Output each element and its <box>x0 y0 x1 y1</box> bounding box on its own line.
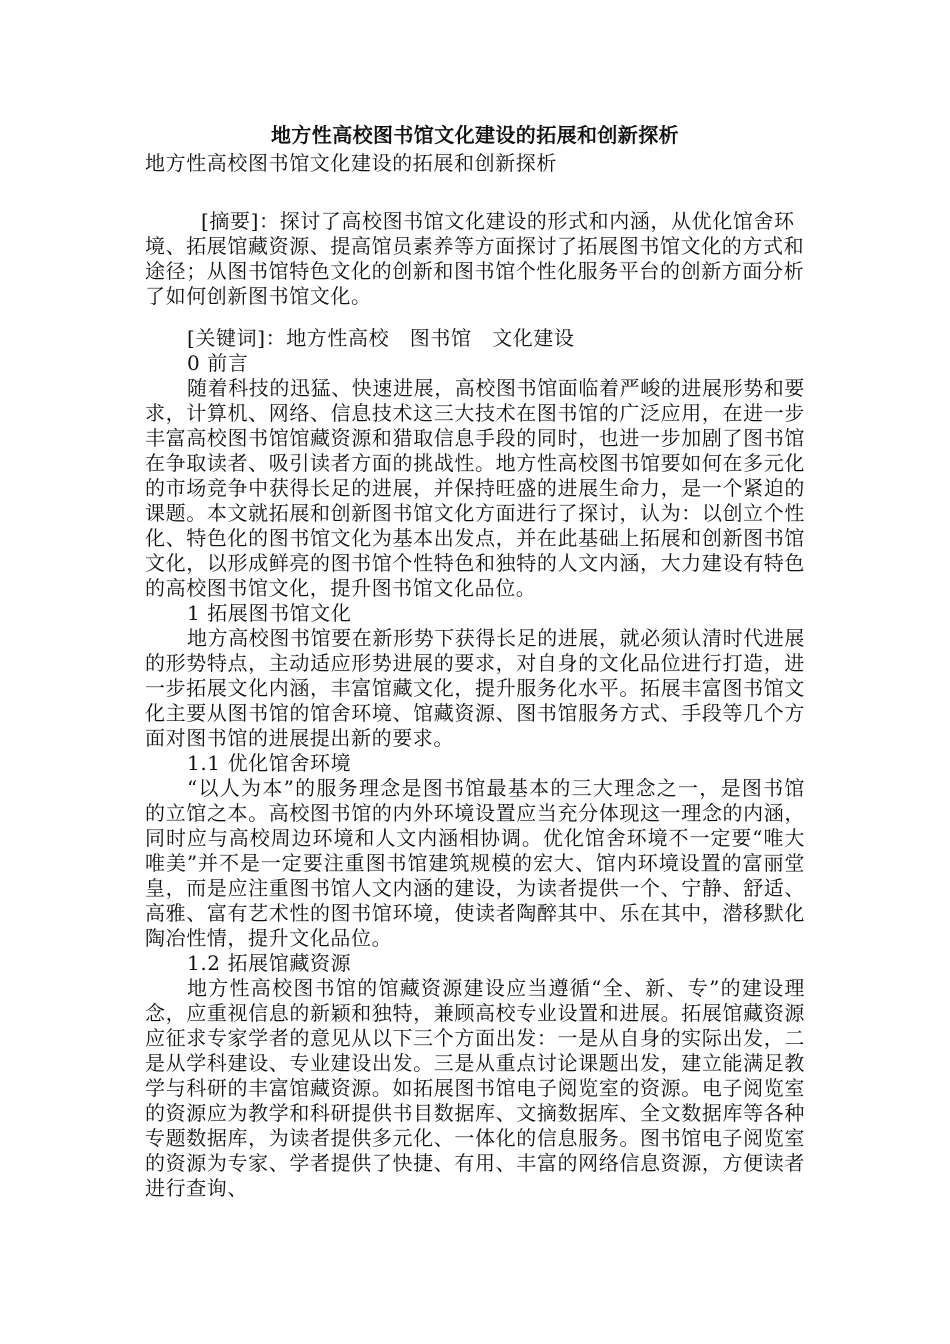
section-heading-collection: 1.2 拓展馆藏资源 <box>187 951 352 975</box>
document-body <box>145 121 805 1201</box>
abstract-paragraph: [摘要]：探讨了高校图书馆文化建设的形式和内涵，从优化馆舍环境、拓展馆藏资源、提高馆员素养等方面探讨了拓展图书馆文化的方式和途径；从图书馆特色文化的创新和图书馆个性化服务平台的创新方面分析了如何创新图书馆文化。 <box>145 209 805 308</box>
spacer <box>145 177 805 202</box>
section-heading-environment: 1.1 优化馆舍环境 <box>187 751 352 775</box>
body-paragraph: 随着科技的迅猛、快速进展，高校图书馆面临着严峻的进展形势和要求，计算机、网络、信息技术这三大技术在图书馆的广泛应用，在进一步丰富高校图书馆馆藏资源和猎取信息手段的同时，也进一步加剧了图书馆在争取读者、吸引读者方面的挑战性。地方性高校图书馆要如何在多元化的市场竞争中获得长足的进展，并保持旺盛的进展生命力，是一个紧迫的课题。本文就拓展和创新图书馆文化方面进行了探讨，认为：以创立个性化、特色化的图书馆文化为基本出发点，并在此基础上拓展和创新图书馆文化，以形成鲜亮的图书馆个性特色和独特的人文内涵，大力建设有特色的高校图书馆文化，提升图书馆文化品位。 <box>145 376 805 600</box>
body-paragraph: “以人为本”的服务理念是图书馆最基本的三大理念之一，是图书馆的立馆之本。高校图书馆的内外环境设置应当充分体现这一理念的内涵，同时应与高校周边环境和人文内涵相协调。优化馆舍环境不一定要“唯大唯美”并不是一定要注重图书馆建筑规模的宏大、馆内环境设置的富丽堂皇，而是应注重图书馆人文内涵的建设，为读者提供一个、宁静、舒适、高雅、富有艺术性的图书馆环境，使读者陶醉其中、乐在其中，潜移默化陶冶性情，提升文化品位。 <box>145 776 805 950</box>
document-title: 地方性高校图书馆文化建设的拓展和创新探析 <box>271 123 679 147</box>
document-subtitle: 地方性高校图书馆文化建设的拓展和创新探析 <box>145 151 557 175</box>
keywords-line: [关键词]：地方性高校 图书馆 文化建设 <box>187 326 575 350</box>
section-heading-expand-culture: 1 拓展图书馆文化 <box>187 601 352 625</box>
section-heading-preface: 0 前言 <box>187 351 249 375</box>
body-paragraph: 地方性高校图书馆的馆藏资源建设应当遵循“全、新、专”的建设理念，应重视信息的新颖和独特，兼顾高校专业设置和进展。拓展馆藏资源应征求专家学者的意见从以下三个方面出发：一是从自身的实际出发，二是从学科建设、专业建设出发。三是从重点讨论课题出发，建立能满足教学与科研的丰富馆藏资源。如拓展图书馆电子阅览室的资源。电子阅览室的资源应为教学和科研提供书目数据库、文摘数据库、全文数据库等各种专题数据库，为读者提供多元化、一体化的信息服务。图书馆电子阅览室的资源为专家、学者提供了快捷、有用、丰富的网络信息资源，方便读者进行查询、 <box>145 976 805 1200</box>
body-paragraph: 地方高校图书馆要在新形势下获得长足的进展，就必须认清时代进展的形势特点，主动适应形势进展的要求，对自身的文化品位进行打造，进一步拓展文化内涵，丰富馆藏文化，提升服务化水平。拓展丰富图书馆文化主要从图书馆的馆舍环境、馆藏资源、图书馆服务方式、手段等几个方面对图书馆的进展提出新的要求。 <box>145 626 805 750</box>
